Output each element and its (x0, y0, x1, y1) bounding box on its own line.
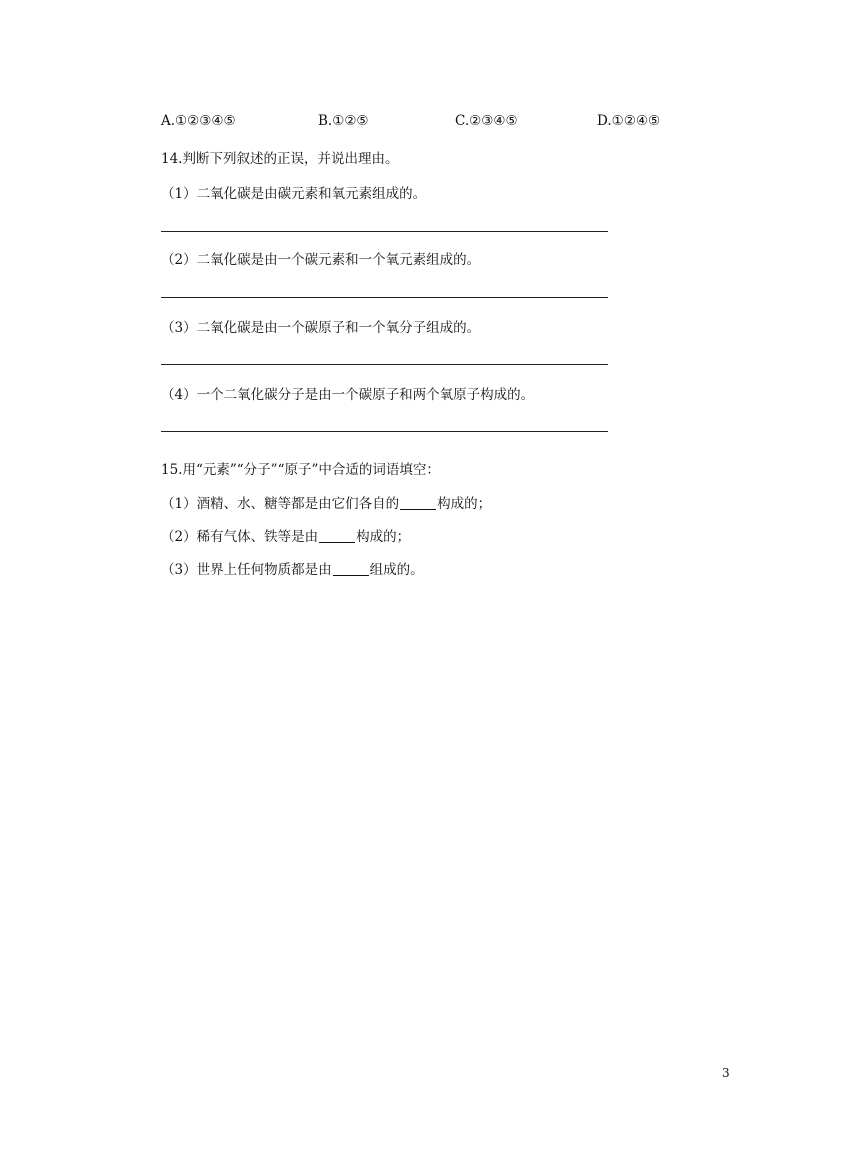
fill-blank-2[interactable] (319, 541, 355, 543)
answer-line-4[interactable] (161, 431, 608, 432)
item-3-text-before: （3）世界上任何物质都是由 (161, 562, 332, 578)
page-number: 3 (722, 1066, 730, 1080)
question-14-item-4: （4）一个二氧化碳分子是由一个碳原子和两个氧原子构成的。 (161, 387, 535, 403)
question-15-item-2 (161, 525, 410, 545)
question-14-title: 14.判断下列叙述的正误，并说出理由。 (161, 151, 399, 167)
answer-line-3[interactable] (161, 364, 608, 365)
item-2-text-after: 构成的； (356, 529, 411, 545)
option-a: A.①②③④⑤ (161, 113, 236, 129)
answer-line-1[interactable] (161, 231, 608, 232)
fill-blank-1[interactable] (400, 508, 436, 510)
question-15-item-1 (161, 492, 491, 512)
question-14-item-2: （2）二氧化碳是由一个碳元素和一个氧元素组成的。 (161, 252, 481, 268)
item-2-text-before: （2）稀有气体、铁等是由 (161, 529, 319, 545)
question-14-item-1: （1）二氧化碳是由碳元素和氧元素组成的。 (161, 186, 427, 202)
answer-line-2[interactable] (161, 297, 608, 298)
fill-blank-3[interactable] (333, 574, 369, 576)
option-b: B.①②⑤ (318, 113, 369, 129)
item-3-text-after: 组成的。 (369, 562, 424, 578)
question-15-title: 15.用“元素”“分子”“原子”中合适的词语填空： (161, 462, 440, 478)
question-15-item-3 (161, 558, 424, 578)
option-d: D.①②④⑤ (597, 113, 661, 129)
question-14-item-3: （3）二氧化碳是由一个碳原子和一个氧分子组成的。 (161, 320, 481, 336)
item-1-text-after: 构成的； (437, 496, 492, 512)
item-1-text-before: （1）酒精、水、糖等都是由它们各自的 (161, 496, 400, 512)
option-c: C.②③④⑤ (455, 113, 518, 129)
